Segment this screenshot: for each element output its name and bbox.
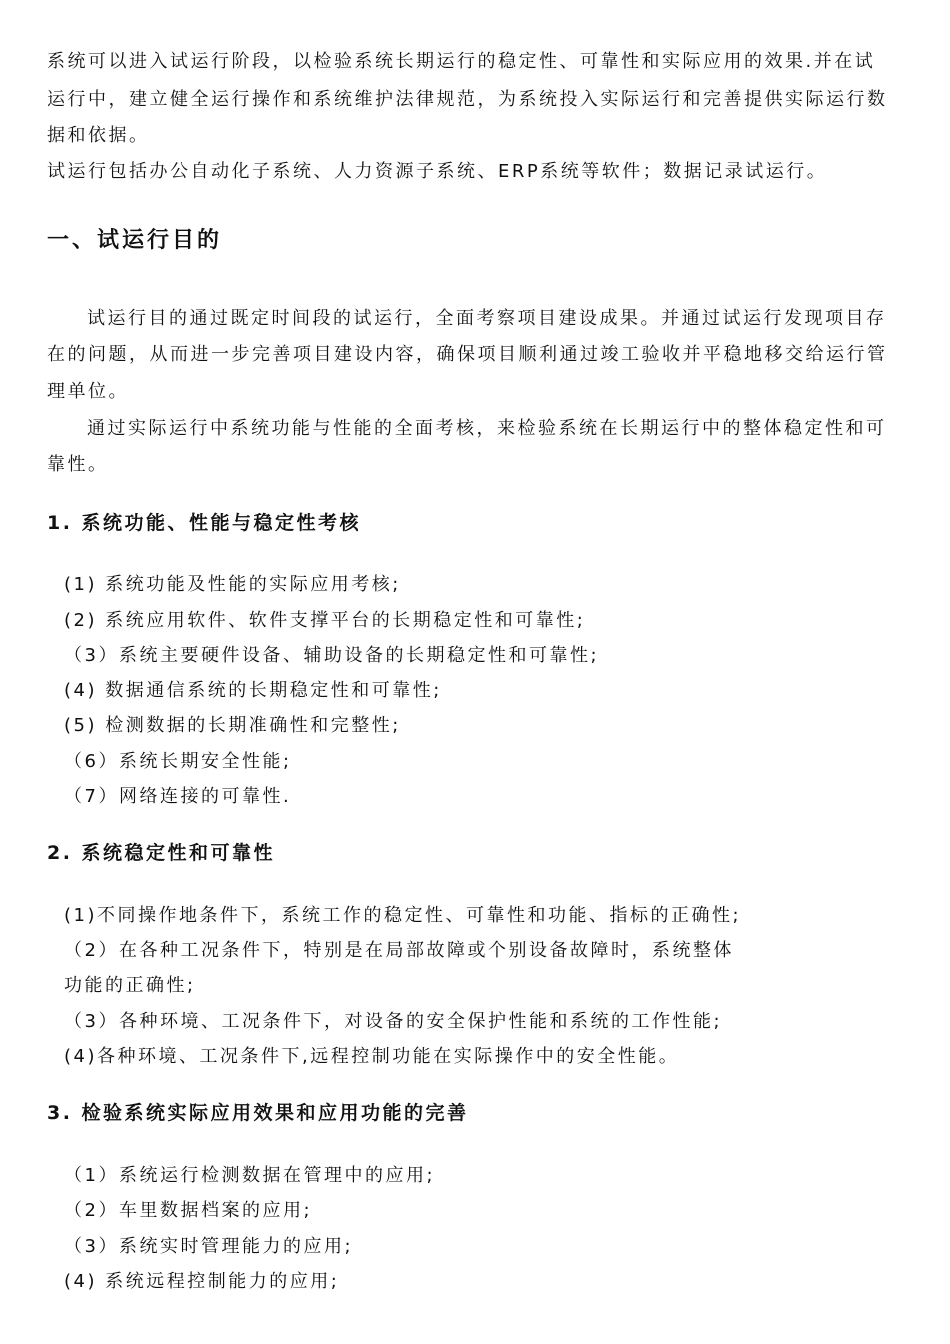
list-item: (2) 系统应用软件、软件支撑平台的长期稳定性和可靠性; bbox=[64, 610, 586, 631]
list-item-continuation: 功能的正确性; bbox=[64, 975, 196, 996]
list-item: (4) 系统远程控制能力的应用; bbox=[64, 1271, 340, 1292]
list-item: (4) 数据通信系统的长期稳定性和可靠性; bbox=[64, 680, 442, 701]
section-1-para-2-line-1: 通过实际运行中系统功能与性能的全面考核，来检验系统在长期运行中的整体稳定性和可 bbox=[87, 418, 887, 439]
section-1-heading: 一、试运行目的 bbox=[47, 228, 223, 253]
list-item: (1) 系统功能及性能的实际应用考核; bbox=[64, 574, 401, 595]
list-item: (4)各种环境、工况条件下,远程控制功能在实际操作中的安全性能。 bbox=[64, 1046, 680, 1067]
section-1-para-2-line-2: 靠性。 bbox=[47, 454, 109, 475]
list-item: (5) 检测数据的长期准确性和完整性; bbox=[64, 715, 401, 736]
intro-line-4: 试运行包括办公自动化子系统、人力资源子系统、ERP系统等软件；数据记录试运行。 bbox=[47, 161, 828, 182]
list-item: (1)不同操作地条件下，系统工作的稳定性、可靠性和功能、指标的正确性; bbox=[64, 905, 742, 926]
intro-line-2: 运行中，建立健全运行操作和系统维护法律规范，为系统投入实际运行和完善提供实际运行数 bbox=[47, 89, 888, 110]
subsection-3-heading: 3. 检验系统实际应用效果和应用功能的完善 bbox=[47, 1102, 469, 1124]
list-item: （2）在各种工况条件下，特别是在局部故障或个别设备故障时，系统整体 bbox=[64, 940, 734, 961]
list-item: （2）车里数据档案的应用; bbox=[64, 1200, 313, 1221]
list-item: （7）网络连接的可靠性. bbox=[64, 786, 292, 807]
list-item: （1）系统运行检测数据在管理中的应用; bbox=[64, 1165, 436, 1186]
list-item: （3）系统实时管理能力的应用; bbox=[64, 1236, 354, 1257]
section-1-para-1-line-1: 试运行目的通过既定时间段的试运行，全面考察项目建设成果。并通过试运行发现项目存 bbox=[87, 308, 887, 329]
section-1-para-1-line-3: 理单位。 bbox=[47, 381, 129, 402]
intro-line-1: 系统可以进入试运行阶段，以检验系统长期运行的稳定性、可靠性和实际应用的效果.并在试 bbox=[47, 51, 876, 72]
list-item: （3）系统主要硬件设备、辅助设备的长期稳定性和可靠性; bbox=[64, 645, 600, 666]
subsection-1-heading: 1. 系统功能、性能与稳定性考核 bbox=[47, 512, 362, 534]
subsection-2-heading: 2. 系统稳定性和可靠性 bbox=[47, 842, 276, 864]
list-item: （6）系统长期安全性能; bbox=[64, 751, 292, 772]
intro-line-3: 据和依据。 bbox=[47, 125, 150, 146]
list-item: （3）各种环境、工况条件下，对设备的安全保护性能和系统的工作性能; bbox=[64, 1011, 723, 1032]
section-1-para-1-line-2: 在的问题，从而进一步完善项目建设内容，确保项目顺利通过竣工验收并平稳地移交给运行管 bbox=[47, 344, 888, 365]
